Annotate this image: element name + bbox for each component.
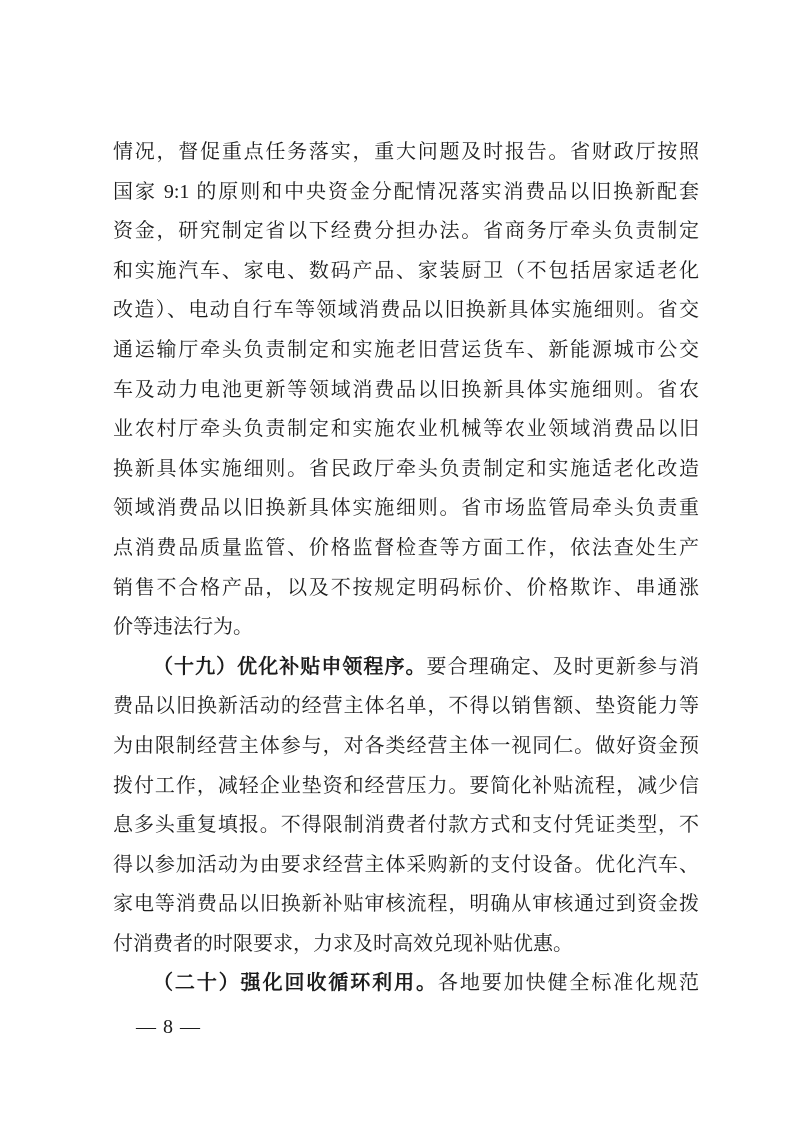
text-line [113, 925, 699, 965]
line-text: 通运输厅牵头负责制定和实施老旧营运货车、新能源城市公交 [113, 338, 699, 361]
line-text: 和实施汽车、家电、数码产品、家装厨卫（不包括居家适老化 [113, 259, 699, 282]
text-line [113, 371, 699, 411]
line-text: 家电等消费品以旧换新补贴审核流程，明确从审核通过到资金拨 [113, 893, 699, 916]
text-line [113, 450, 699, 490]
text-line [113, 410, 699, 450]
text-line [113, 648, 699, 688]
line-text: 领域消费品以旧换新具体实施细则。省市场监管局牵头负责重 [113, 497, 699, 520]
line-text: 息多头重复填报。不得限制消费者付款方式和支付凭证类型，不 [113, 814, 699, 837]
line-text: 情况，督促重点任务落实，重大问题及时报告。省财政厅按照 [113, 141, 699, 163]
line-text: 国家 9:1 的原则和中央资金分配情况落实消费品以旧换新配套 [113, 180, 699, 203]
line-text: 得以参加活动为由要求经营主体采购新的支付设备。优化汽车、 [113, 853, 699, 876]
section-heading: （二十）强化回收循环利用。 [153, 972, 438, 995]
text-line [113, 687, 699, 727]
line-text: 业农村厅牵头负责制定和实施农业机械等农业领域消费品以旧 [113, 418, 699, 441]
line-text: 换新具体实施细则。省民政厅牵头负责制定和实施适老化改造 [113, 457, 699, 480]
text-line [113, 964, 699, 1004]
line-text: 改造）、电动自行车等领域消费品以旧换新具体实施细则。省交 [113, 299, 699, 322]
text-line [113, 331, 699, 371]
text-line [113, 767, 699, 807]
body-text [113, 133, 699, 1004]
text-line [113, 608, 699, 648]
line-text: 销售不合格产品，以及不按规定明码标价、价格欺诈、串通涨 [113, 576, 699, 599]
line-text: 各地要加快健全标准化规范 [437, 972, 700, 995]
section-heading: （十九）优化补贴申领程序。 [153, 655, 427, 678]
text-line [113, 885, 699, 925]
line-text: 付消费者的时限要求，力求及时高效兑现补贴优惠。 [113, 932, 573, 955]
line-text: 要合理确定、及时更新参与消 [426, 655, 700, 678]
text-line [113, 569, 699, 609]
line-text: 点消费品质量监管、价格监督检查等方面工作，依法查处生产 [113, 536, 699, 559]
line-text: 价等违法行为。 [113, 616, 253, 639]
line-text: 费品以旧换新活动的经营主体名单，不得以销售额、垫资能力等 [113, 695, 699, 718]
text-line [113, 291, 699, 331]
text-line [113, 727, 699, 767]
line-text: 拨付工作，减轻企业垫资和经营压力。要简化补贴流程，减少信 [113, 774, 699, 797]
text-line [113, 489, 699, 529]
text-line [113, 846, 699, 886]
line-text: 为由限制经营主体参与，对各类经营主体一视同仁。做好资金预 [113, 734, 699, 757]
line-text: 资金，研究制定省以下经费分担办法。省商务厅牵头负责制定 [113, 220, 699, 243]
text-line [113, 806, 699, 846]
text-line [113, 252, 699, 292]
text-line [113, 212, 699, 252]
page-number: — 8 — [136, 1016, 201, 1038]
text-line [113, 529, 699, 569]
text-line [113, 133, 699, 173]
line-text: 车及动力电池更新等领域消费品以旧换新具体实施细则。省农 [113, 378, 699, 401]
text-line [113, 173, 699, 213]
